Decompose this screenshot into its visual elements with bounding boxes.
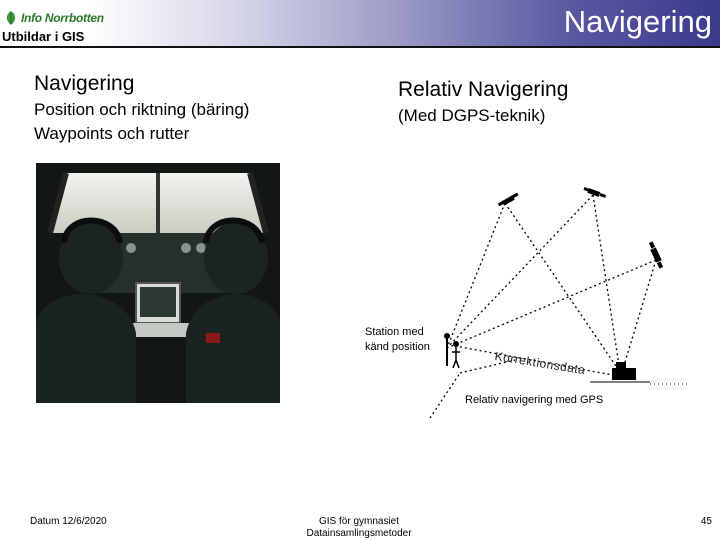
satellite-icon xyxy=(498,193,519,207)
correction-data-label: Korrektionsdata xyxy=(493,349,587,378)
left-heading: Navigering xyxy=(34,72,135,95)
left-line-waypoints: Waypoints och rutter xyxy=(34,124,190,143)
info-norrbotten-logo xyxy=(4,8,104,30)
slide-title: Navigering xyxy=(563,4,712,39)
slide-header xyxy=(0,0,720,48)
left-line-position: Position och riktning (bäring) xyxy=(34,100,250,119)
satellite-icon xyxy=(583,187,606,198)
header-divider xyxy=(0,46,720,48)
gps-diagram xyxy=(350,178,720,428)
footer-course-line: Datainsamlingsmetoder xyxy=(306,528,412,539)
leaf-icon xyxy=(4,10,18,26)
logo-text: Info Norrbotten xyxy=(21,11,104,25)
footer-date: Datum 12/6/2020 xyxy=(30,516,107,527)
cockpit-photo xyxy=(36,163,280,403)
station-label: känd position xyxy=(365,341,430,353)
footer-course-line: GIS för gymnasiet xyxy=(318,516,400,527)
right-heading: Relativ Navigering xyxy=(398,78,569,101)
station-icon xyxy=(444,333,460,368)
footer-course xyxy=(259,516,459,540)
page-number: 45 xyxy=(700,516,712,527)
station-label: Station med xyxy=(365,326,424,338)
satellite-icon xyxy=(649,241,663,268)
header-tagline: Utbildar i GIS xyxy=(2,29,85,44)
right-subheading: (Med DGPS-teknik) xyxy=(398,106,546,125)
diagram-caption: Relativ navigering med GPS xyxy=(465,394,604,406)
boat-icon xyxy=(590,362,690,384)
cockpit-illustration xyxy=(36,163,280,403)
